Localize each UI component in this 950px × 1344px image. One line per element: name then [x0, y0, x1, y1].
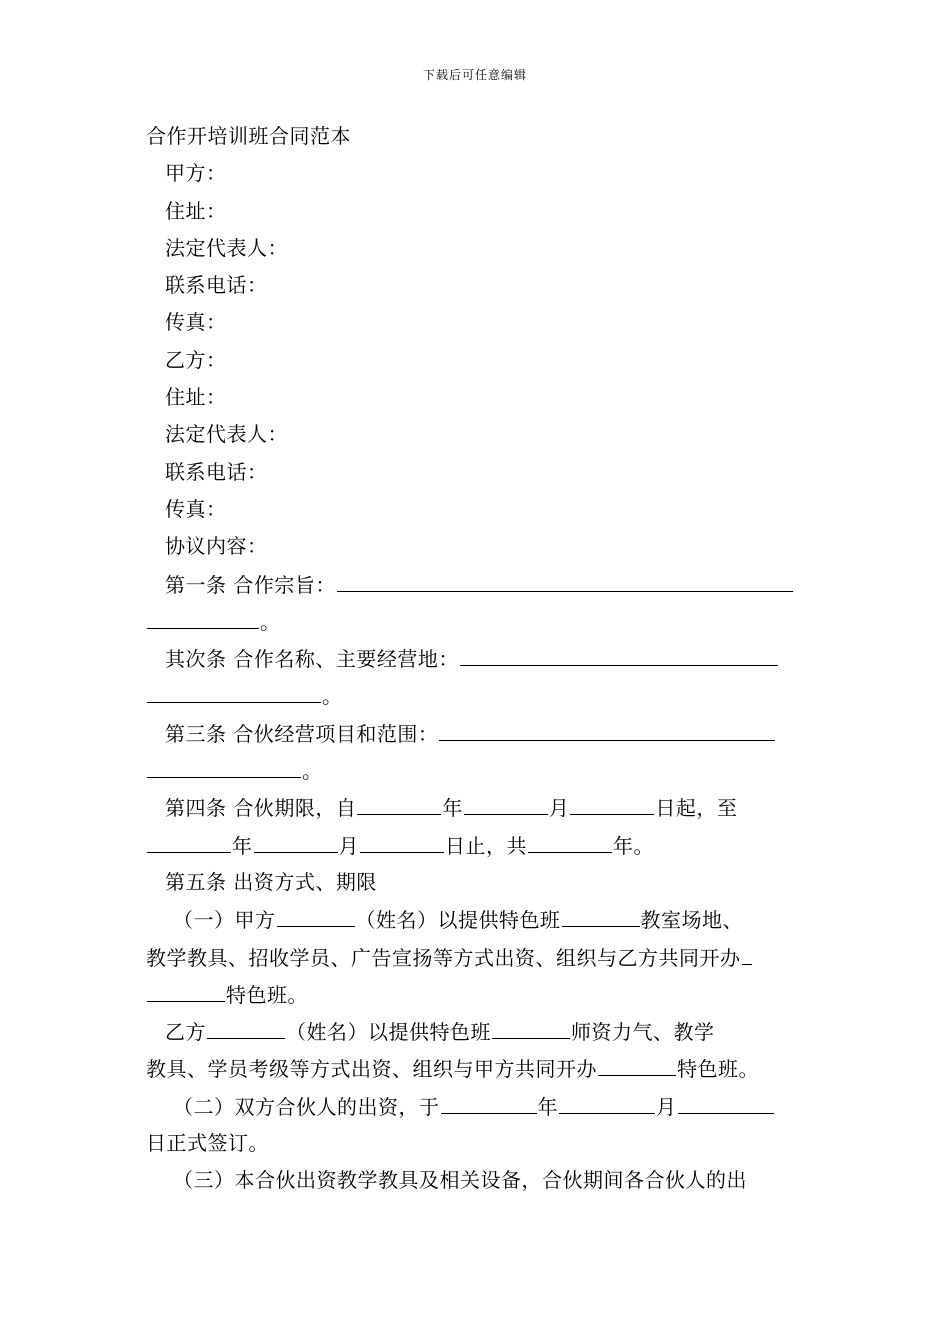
article-3-cont — [146, 752, 810, 789]
fill-blank — [441, 1088, 537, 1114]
contract-document — [146, 118, 810, 1200]
fill-blank — [147, 603, 259, 629]
article-5-clause-2-end: 日正式签订。 — [146, 1131, 269, 1156]
clause-text: （一）甲方 — [173, 908, 276, 933]
month-label: 月 — [548, 796, 570, 821]
clause-text: （姓名）以提供特色班 — [286, 1020, 491, 1045]
article-1 — [146, 566, 810, 603]
article-2-cont — [146, 677, 810, 714]
fill-blank — [147, 677, 321, 703]
year-label: 年 — [537, 1094, 558, 1119]
clause-text: （二）双方合伙人的出资，于 — [173, 1094, 440, 1119]
article-3 — [146, 715, 810, 752]
clause-text: 教室场地、 — [640, 908, 743, 933]
article-3-text: 第三条 合伙经营项目和范围： — [165, 721, 439, 746]
page-header: 下载后可任意编辑 — [422, 68, 527, 82]
party-a-address: 住址： — [165, 198, 227, 223]
party-b-label: 乙方： — [165, 347, 227, 372]
clause-text: 教具、学员考级等方式出资、组织与甲方共同开办 — [146, 1057, 597, 1082]
fill-blank — [492, 1013, 570, 1039]
article-4 — [146, 789, 810, 826]
party-b-rep: 法定代表人： — [165, 422, 288, 447]
clause-text: 教学教具、招收学员、广告宣扬等方式出资、组织与乙方共同开办 — [146, 945, 741, 970]
years-end-label: 年。 — [613, 833, 654, 858]
article-5-clause-1-cont — [146, 939, 810, 976]
article-1-cont — [146, 603, 810, 640]
fill-blank — [562, 901, 640, 927]
day-from-label: 日起，至 — [655, 796, 738, 821]
agreement-label: 协议内容： — [165, 534, 268, 559]
article-4-text: 第四条 合伙期限，自 — [165, 796, 357, 821]
party-b-phone: 联系电话： — [165, 459, 268, 484]
article-1-text: 第一条 合作宗旨： — [165, 572, 336, 597]
fill-blank — [460, 640, 778, 666]
year-label: 年 — [442, 796, 463, 821]
fill-blank — [570, 789, 654, 815]
article-3-end: 。 — [302, 759, 323, 784]
article-5-clause-1-end — [146, 976, 810, 1013]
fill-blank — [207, 1013, 285, 1039]
year-label: 年 — [232, 833, 253, 858]
clause-text: 特色班。 — [677, 1057, 759, 1082]
fill-blank — [254, 827, 338, 853]
clause-text: 师资力气、教学 — [571, 1020, 715, 1045]
article-5-clause-2 — [146, 1088, 810, 1125]
article-5-party-b — [146, 1013, 810, 1050]
day-to-label: 日止，共 — [445, 833, 527, 858]
article-5-clause-1 — [146, 901, 810, 938]
fill-blank — [559, 1088, 655, 1114]
party-a-rep: 法定代表人： — [165, 235, 288, 260]
clause-text: （姓名）以提供特色班 — [355, 908, 561, 933]
article-2-end: 。 — [322, 684, 343, 709]
fill-blank — [742, 939, 752, 965]
fill-blank — [147, 976, 225, 1002]
fill-blank — [598, 1050, 676, 1076]
fill-blank — [439, 715, 775, 741]
clause-text: 特色班。 — [226, 982, 308, 1007]
article-4-cont — [146, 827, 810, 864]
article-2-text: 其次条 合作名称、主要经营地： — [165, 647, 459, 672]
article-1-end: 。 — [260, 609, 281, 634]
article-2 — [146, 640, 810, 677]
fill-blank — [147, 752, 301, 778]
party-b-address: 住址： — [165, 385, 227, 410]
party-b-fax: 传真： — [165, 496, 227, 521]
party-a-fax: 传真： — [165, 310, 227, 335]
fill-blank — [678, 1088, 774, 1114]
fill-blank — [337, 566, 793, 592]
fill-blank — [528, 827, 612, 853]
party-a-phone: 联系电话： — [165, 273, 268, 298]
fill-blank — [464, 789, 548, 815]
month-label: 月 — [656, 1094, 677, 1119]
article-5-clause-3: （三）本合伙出资教学教具及相关设备，合伙期间各合伙人的出 — [173, 1168, 747, 1193]
month-label: 月 — [338, 833, 359, 858]
fill-blank — [357, 789, 441, 815]
clause-text: 乙方 — [165, 1020, 206, 1045]
party-a-label: 甲方： — [165, 161, 227, 186]
fill-blank — [147, 827, 231, 853]
fill-blank — [360, 827, 444, 853]
fill-blank — [277, 901, 355, 927]
document-title: 合作开培训班合同范本 — [146, 124, 351, 148]
article-5-party-b-cont — [146, 1050, 810, 1087]
article-5-title: 第五条 出资方式、期限 — [165, 869, 377, 894]
